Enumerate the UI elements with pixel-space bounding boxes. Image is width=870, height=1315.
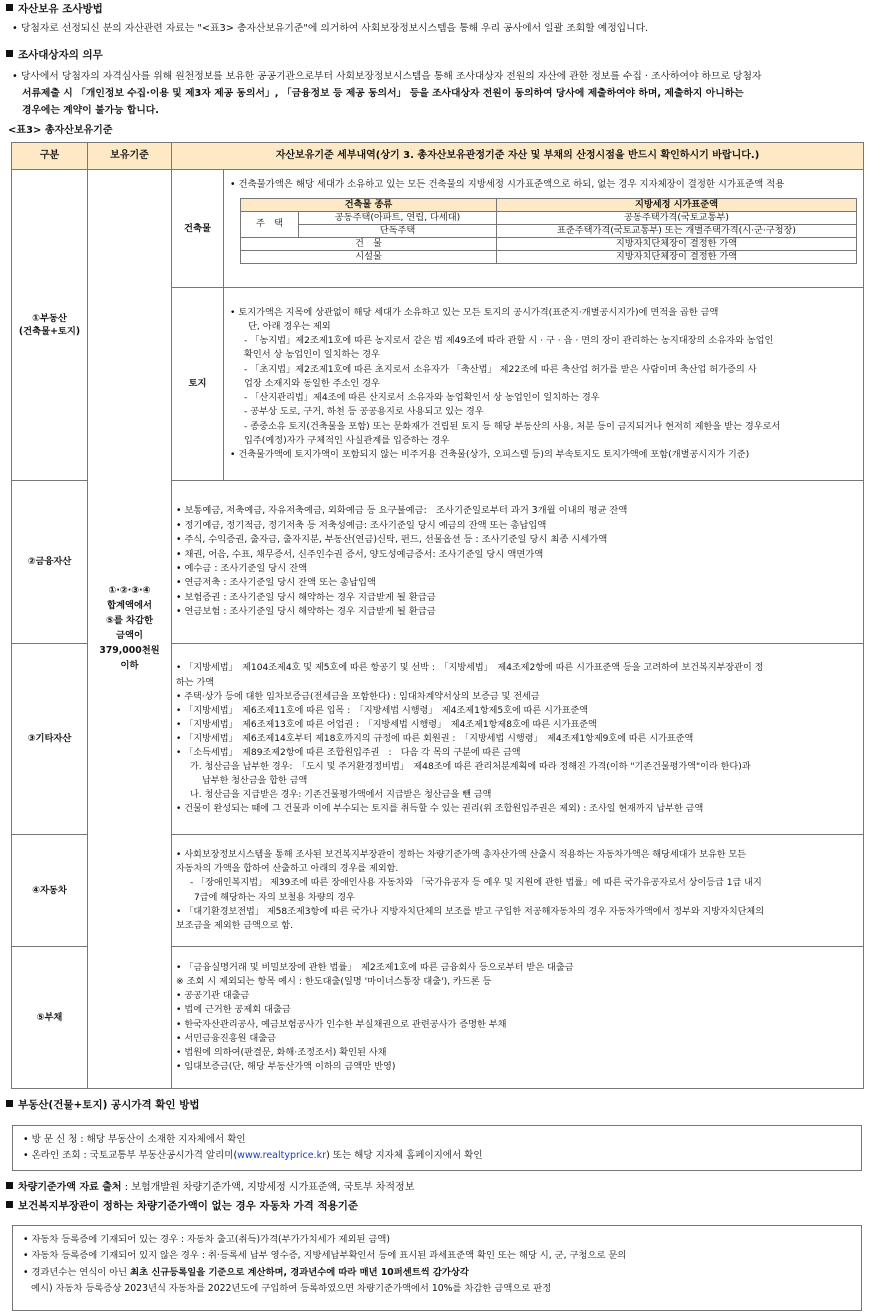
- realtyprice-link[interactable]: www.realtyprice.kr: [237, 1149, 327, 1161]
- section-heading-asset-survey: 자산보유 조사방법: [6, 2, 103, 17]
- table-header-row: [12, 143, 864, 170]
- car-price-rule-box: • 자동차 등록증에 기재되어 있는 경우 : 자동차 출고(취득)가격(부가가치세가 제외된 금액) • 자동차 등록증에 기재되어 있지 않은 경우 : 취·등록세 납부 영수증, 지방세납부확인서 등에 표시된 과세표준액 확인 또는 해당 시, 군, 구청으로 문의 • 경과년수는 연식이 아닌 최초 신규등록일을 기준으로 계산하며, 경과년수에 따라 매년 10퍼센트씩 감가상각 예시) 자동차 등록증상 2023년식 자동차를 2022년도에 구입하여 등록하였으면 차량기준가액에서 10%를 차감한 금액으로 판정: [12, 1225, 862, 1311]
- debt-detail: • 「금융실명거래 및 비밀보장에 관한 법률」 제2조제1호에 따른 금융회사 등으로부터 받은 대출금 ※ 조회 시 제외되는 항목 예시 : 한도대출(일명 '마이너스통장 대출'), 카드론 등 • 공공기관 대출금 • 법에 근거한 공제회 대출금 • 한국자산관리공사, 예금보험공사가 인수한 부실채권으로 관련공사가 증명한 부채 • 서민금융진흥원 대출금 • 법원에 의하여(판결문, 화해·조정조서) 확인된 사채 • 임대보증금(단, 해당 부동산가액 이하의 금액만 반영): [172, 947, 864, 1089]
- duties-line-2: 서류제출 시 「개인정보 수집·이용 및 제3자 제공 동의서」, 「금융정보 등 제공 동의서」 등을 조사대상자 전원이 동의하여 당사에 제출하여야 하며, 제출하지 아니하는: [22, 88, 744, 99]
- section-heading-price-check: 부동산(건물+토지) 공시가격 확인 방법: [6, 1098, 200, 1113]
- holding-criteria-cell: ①·②·③·④ 합계액에서 ⑤를 차감한 금액이 379,000천원 이하: [88, 170, 172, 1089]
- land-detail: • 토지가액은 지목에 상관없이 해당 세대가 소유하고 있는 모든 토지의 공시가격(표준지·개별공시지가)에 면적을 곱한 금액 단, 아래 경우는 제외 - 「농지법」제2조제1호에 따른 농지로서 같은 법 제49조에 따라 관할 시 · 구 · 읍 · 면의 장이 관리하는 농지대장의 소유자와 농업인 확인서 상 농업인이 일치하는 경우 - 「초지법」제2조제1호에 따른 초지로서 소유자가 「축산법」 제22조에 따른 축산업 허가를 받은 사람이며 축산업 허가증의 사 업장 소재지와 동일한 주소인 경우 - 「산지관리법」제4조에 따른 산지로서 소유자와 농업확인서 상 농업인이 일치하는 경우 - 공부상 도로, 구거, 하천 등 공공용지로 사용되고 있는 경우 - 종중소유 토지(건축물을 포함) 또는 문화재가 건립된 토지 등 해당 부동산의 사용, 처분 등이 금지되거나 현저히 제한을 받는 경우로서 입주(예정)자가 구체적인 사실관계를 입증하는 경우 • 건축물가액에 토지가액이 포함되지 않는 비주거용 건축물(상가, 오피스텔 등)의 부속토지도 토지가액에 포함(개별공시지가 기준): [224, 288, 864, 481]
- section-heading-duties: 조사대상자의 의무: [6, 48, 103, 63]
- square-bullet-icon: [6, 4, 13, 11]
- square-bullet-icon: [6, 1182, 13, 1189]
- asset-criteria-table: [11, 142, 864, 1089]
- square-bullet-icon: [6, 1201, 13, 1208]
- financial-detail: • 보통예금, 저축예금, 자유저축예금, 외화예금 등 요구불예금: 조사기준일로부터 과거 3개월 이내의 평균 잔액 • 정기예금, 정기적금, 정기저축 등 저축성예금: 조사기준일 당시 예금의 잔액 또는 총납입액 • 주식, 수익증권, 출자금, 출자지분, 부동산(연금)신탁, 펀드, 선물옵션 등 : 조사기준일 당시 최종 시세가액 • 채권, 어음, 수표, 채무증서, 신주인수권 증서, 양도성예금증서: 조사기준일 당시 액면가액 • 예수금 : 조사기준일 당시 잔액 • 연금저축 : 조사기준일 당시 잔액 또는 총납입액 • 보험증권 : 조사기준일 당시 해약하는 경우 지급받게 될 환급금 • 연금보험 : 조사기준일 당시 해약하는 경우 지급받게 될 환급금: [172, 481, 864, 644]
- header-criteria: 보유기준: [88, 143, 172, 170]
- category-financial: ②금융자산: [12, 481, 88, 644]
- table-row-building: [12, 170, 864, 288]
- duties-line-1: • 당사에서 당첨자의 자격심사를 위해 원천정보를 보유한 공공기관으로부터 사회보장정보시스템을 통해 조사대상자 전원의 자산에 관한 정보를 수집 · 조사하여야 하므로 당첨자: [12, 71, 762, 82]
- section-heading-car-source: 차량기준가액 자료 출처 : 보험개발원 차량기준가액, 지방세정 시가표준액, 국토부 차적정보: [6, 1181, 414, 1196]
- square-bullet-icon: [6, 50, 13, 57]
- sub-building-label: 건축물: [172, 170, 224, 288]
- header-category: 구분: [12, 143, 88, 170]
- building-value-table: 건축물 종류 지방세정 시가표준액 주 택 공동주택(아파트, 연립, 다세대) 공동주택가격(국토교통부) 단독주택 표준주택가격(국토교통부) 또는 개별주택가격(시·군·구청장) 건 물 지방자치단체장이 결정한 가액 시설물 지방자치단체장이 결정한 가액: [240, 198, 857, 264]
- square-bullet-icon: [6, 1100, 13, 1107]
- section-heading-car-price-rule: 보건복지부장관이 정하는 차량기준가액이 없는 경우 자동차 가격 적용기준: [6, 1199, 358, 1214]
- other-assets-detail: • 「지방세법」 제104조제4호 및 제5호에 따른 항공기 및 선박 : 「지방세법」 제4조제2항에 따른 시가표준액 등을 고려하여 보건복지부장관이 정 하는 가액 • 주택·상가 등에 대한 임차보증금(전세금을 포함한다) : 임대차계약서상의 보증금 및 전세금 • 「지방세법」 제6조제11호에 따른 입목 : 「지방세법 시행령」 제4조제1항제5호에 따른 시가표준액 • 「지방세법」 제6조제13호에 따른 어업권 : 「지방세법 시행령」 제4조제1항제8호에 따른 시가표준액 • 「지방세법」 제6조제14호부터 제18호까지의 규정에 따른 회원권 : 「지방세법 시행령」 제4조제1항제9호에 따른 시가표준액 • 「소득세법」 제89조제2항에 따른 조합원입주권 : 다음 각 목의 구분에 따른 금액 가. 청산금을 납부한 경우: 「도시 및 주거환경정비법」 제48조에 따른 관리처분계획에 따라 정해진 가격(이하 "기존건물평가액"이라 한다)과 납부한 청산금을 합한 금액 나. 청산금을 지급받은 경우: 기존건물평가액에서 지급받은 청산금을 뺀 금액 • 건물이 완성되는 때에 그 건물과 이에 부수되는 토지를 취득할 수 있는 권리(위 조합원입주권은 제외) : 조사일 현재까지 납부한 금액: [172, 644, 864, 835]
- category-realestate: ①부동산 (건축물+토지): [12, 170, 88, 481]
- table-caption: <표3> 총자산보유기준: [8, 125, 113, 136]
- sub-land-label: 토지: [172, 288, 224, 481]
- header-detail: 자산보유기준 세부내역(상기 3. 총자산보유관정기준 자산 및 부채의 산정시점을 반드시 확인하시기 바랍니다.): [172, 143, 864, 170]
- category-car: ④자동차: [12, 835, 88, 947]
- category-other-assets: ③기타자산: [12, 644, 88, 835]
- car-detail: • 사회보장정보시스템을 통해 조사된 보건복지부장관이 정하는 차량기준가액 총자산가액 산출시 적용하는 자동차가액은 해당세대가 보유한 모든 자동차의 가액을 합하여 산출하고 아래의 경우를 제외함. - 「장애인복지법」 제39조에 따른 장애인사용 자동차와 「국가유공자 등 예우 및 지원에 관한 법률」에 따른 국가유공자로서 상이등급 1급 내지 7급에 해당하는 자의 보철용 차량의 경우 • 「대기환경보전법」 제58조제3항에 따른 국가나 지방자치단체의 보조를 받고 구입한 저공해자동차의 경우 자동차가액에서 정부와 지방자치단체의 보조금을 제외한 금액으로 함.: [172, 835, 864, 947]
- building-detail: • 건축물가액은 해당 세대가 소유하고 있는 모든 건축물의 지방세정 시가표준액으로 하되, 없는 경우 지자체장이 결정한 시가표준액 적용 건축물 종류 지방세정 시가표준액 주 택 공동주택(아파트, 연립, 다세대) 공동주택가격(국토교통부) 단독주택 표준주택가격(국토교통부) 또는 개별주택가격(시·군·구청장) 건 물 지방자치단체장이 결정한 가액 시설물 지방자치단체장이 결정한 가액: [224, 170, 864, 288]
- price-check-box: • 방 문 신 청 : 해당 부동산이 소재한 지자체에서 확인 • 온라인 조회 : 국토교통부 부동산공시가격 알리미(www.realtyprice.kr) 또는 해당 지자체 홈페이지에서 확인: [12, 1125, 862, 1171]
- duties-line-3: 경우에는 계약이 불가능 합니다.: [22, 105, 159, 116]
- asset-survey-paragraph: • 당첨자로 선정되신 분의 자산관련 자료는 "<표3> 총자산보유기준"에 의거하여 사회보장정보시스템을 통해 우리 공사에서 일괄 조회할 예정입니다.: [12, 23, 649, 34]
- category-debt: ⑤부채: [12, 947, 88, 1089]
